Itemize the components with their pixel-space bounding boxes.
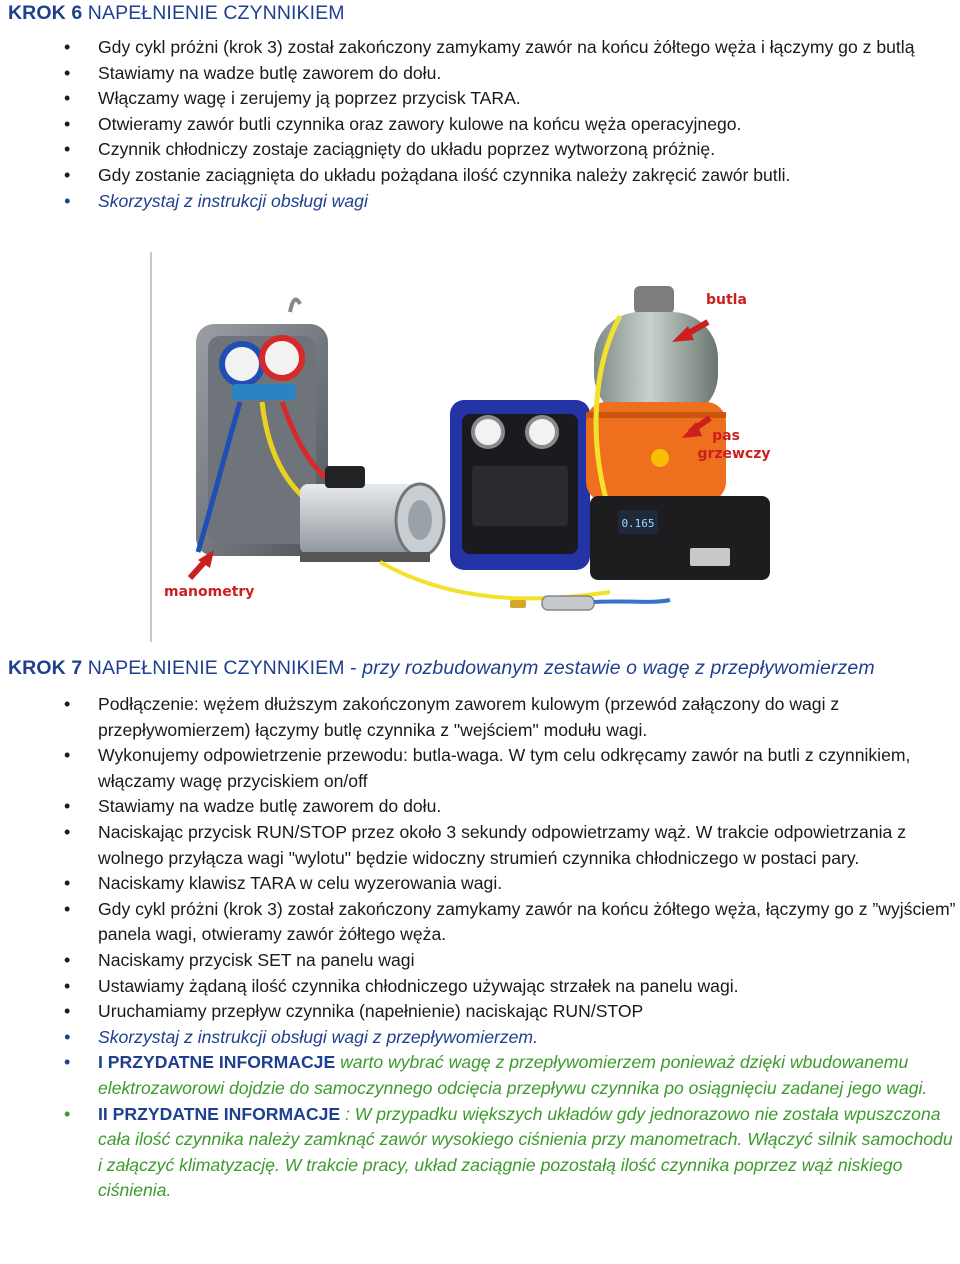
list-item: • Otwieramy zawór butli czynnika oraz zawory kulowe na końcu węża operacyjnego. [0, 112, 960, 138]
scale-case [590, 496, 770, 580]
step7-list [0, 692, 960, 1204]
scale-display: 0.165 [621, 517, 655, 530]
equipment-photo [150, 252, 776, 642]
step7-heading-number: KROK 7 [8, 657, 83, 679]
list-item: • Podłączenie: wężem dłuższym zakończonym zaworem kulowym (przewód załączony do wagi z przepływomierzem) łączymy butlę czynnika z "wejściem" modułu wagi. [0, 692, 960, 743]
info-item-2 [0, 1102, 960, 1204]
list-item: • Naciskamy przycisk SET na panelu wagi [0, 948, 960, 974]
list-item: • Wykonujemy odpowietrzenie przewodu: butla-waga. W tym celu odkręcamy zawór na butli z czynnikiem, włączamy wagę przyciskiem on/off [0, 743, 960, 794]
info1-text: warto wybrać wagę z przepływomierzem ponieważ dzięki wbudowanemu elektrozaworowi dojdzie do samoczynnego odcięcia przepływu czynnika po osiągnięciu zadanej jego wagi. [98, 1052, 928, 1098]
list-item: • Stawiamy na wadze butlę zaworem do dołu. [0, 794, 960, 820]
label-butla: butla [706, 292, 747, 308]
list-item: • Włączamy wagę i zerujemy ją poprzez przycisk TARA. [0, 86, 960, 112]
list-item: • Ustawiamy żądaną ilość czynnika chłodniczego używając strzałek na panelu wagi. [0, 974, 960, 1000]
label-pas: pas [712, 428, 740, 444]
list-item: • Gdy zostanie zaciągnięta do układu pożądana ilość czynnika należy zakręcić zawór butli. [0, 163, 960, 189]
list-item: • Gdy cykl próżni (krok 3) został zakończony zamykamy zawór na końcu żółtego węża, łączymy go z ”wyjściem” panela wagi, otwieramy zawór żółtego węża. [0, 897, 960, 948]
list-item: • Uruchamiamy przepływ czynnika (napełnienie) naciskając RUN/STOP [0, 999, 960, 1025]
label-manometry: manometry [164, 584, 255, 600]
step6-list [0, 35, 960, 214]
step7-heading [8, 657, 875, 680]
step6-heading [8, 2, 345, 25]
label-grzewczy: grzewczy [697, 446, 771, 462]
image-edge [150, 252, 152, 642]
step7-note: • Skorzystaj z instrukcji obsługi wagi z przepływomierzem. [0, 1025, 960, 1051]
recovery-unit [450, 400, 590, 570]
info2-text: : W przypadku większych układów gdy jednorazowo nie została wpuszczona cała ilość czynnika należy zamknąć zawór wysokiego ciśnienia przy manometrach. Włączyć silnik samochodu i załączyć klimatyzację. W trakcie pracy, układ zaciągnie pozostałą ilość czynnika poprzez wąż niskiego ciśnienia. [98, 1103, 953, 1201]
step6-heading-title: NAPEŁNIENIE CZYNNIKIEM [82, 2, 345, 24]
step6-note: • Skorzystaj z instrukcji obsługi wagi [0, 189, 960, 215]
info2-title: II PRZYDATNE INFORMACJE [98, 1103, 341, 1124]
list-item: • Czynnik chłodniczy zostaje zaciągnięty do układu poprzez wytworzoną próżnię. [0, 137, 960, 163]
info-item-1 [0, 1050, 960, 1101]
list-item: • Naciskając przycisk RUN/STOP przez około 3 sekundy odpowietrzamy wąż. W trakcie odpowietrzania z wolnego przyłącza wagi "wylotu" będzie widoczny strumień czynnika chłodniczego w postaci pary. [0, 820, 960, 871]
step7-heading-subtitle: przy rozbudowanym zestawie o wagę z przepływomierzem [362, 657, 875, 679]
info1-title: I PRZYDATNE INFORMACJE [98, 1052, 336, 1073]
list-item: • Naciskamy klawisz TARA w celu wyzerowania wagi. [0, 871, 960, 897]
list-item: • Gdy cykl próżni (krok 3) został zakończony zamykamy zawór na końcu żółtego węża i łączymy go z butlą [0, 35, 960, 61]
step7-heading-title: NAPEŁNIENIE CZYNNIKIEM - [82, 657, 363, 679]
step6-heading-number: KROK 6 [8, 2, 83, 24]
list-item: • Stawiamy na wadze butlę zaworem do dołu. [0, 61, 960, 87]
